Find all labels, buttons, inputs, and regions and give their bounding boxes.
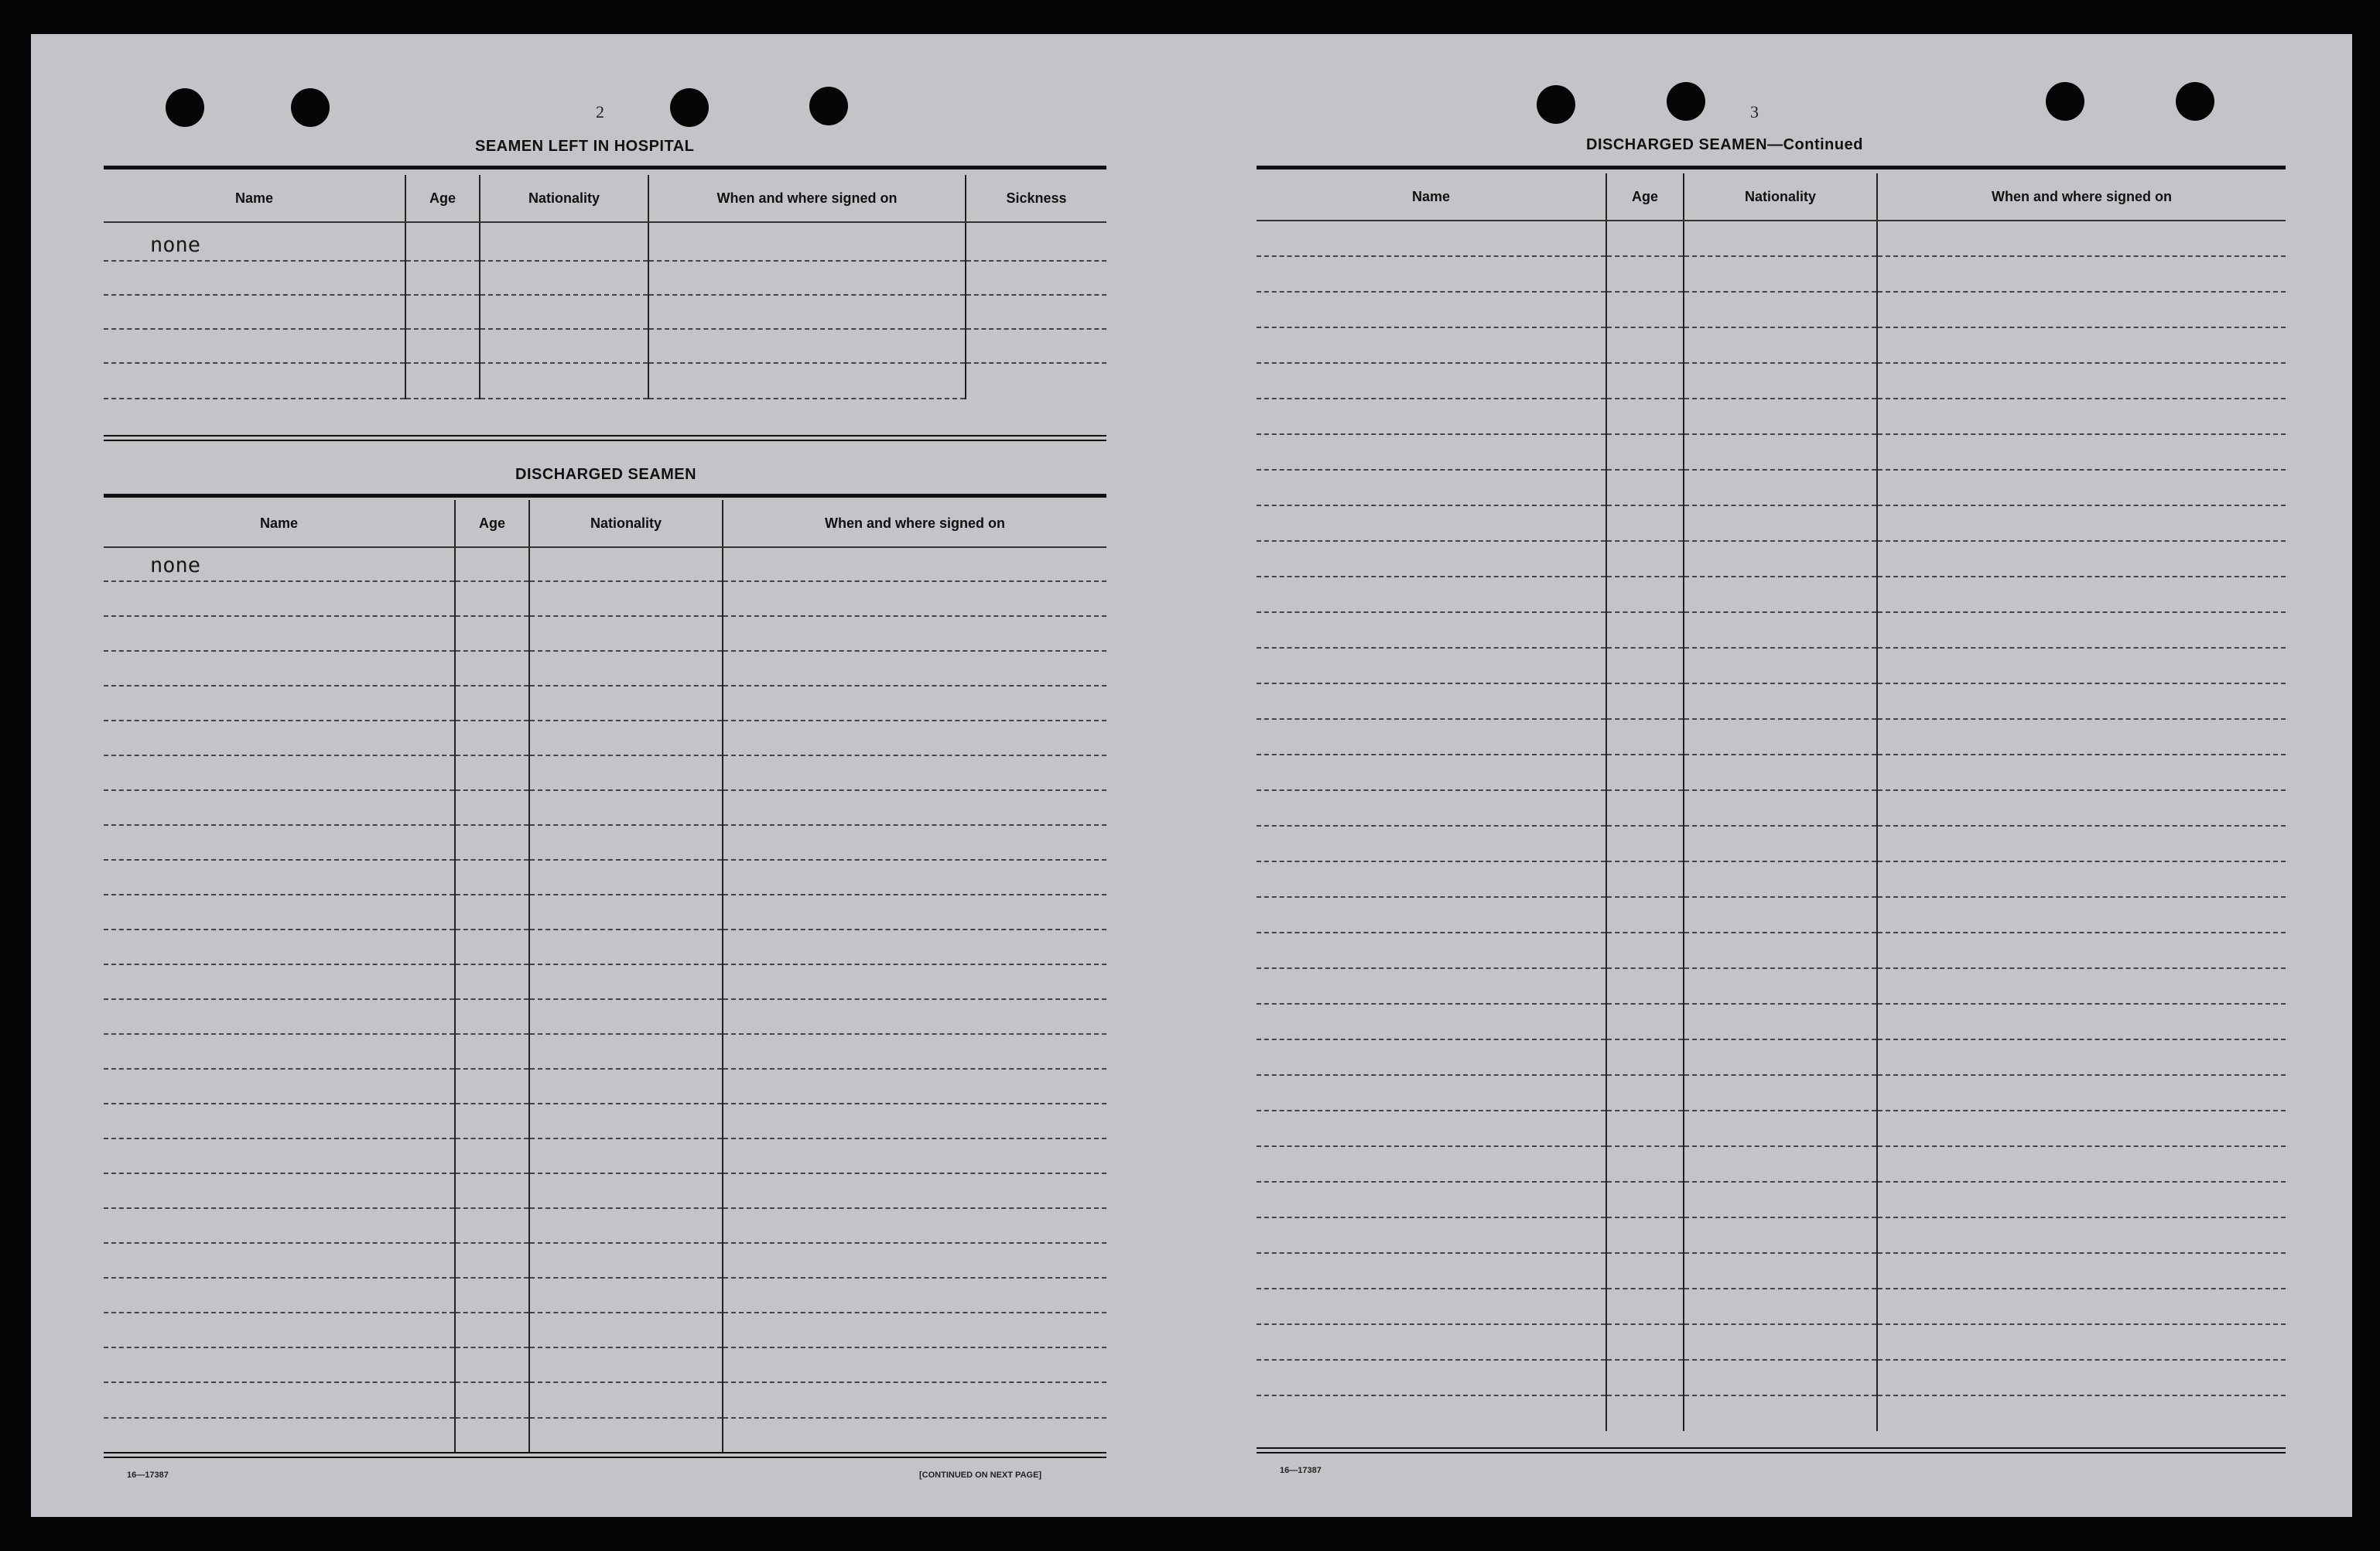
table-row — [104, 721, 1106, 755]
col-nationality-header: Nationality — [529, 500, 723, 547]
table-row — [104, 860, 1106, 895]
discharged-top-rule — [104, 494, 1106, 498]
table-row — [104, 825, 1106, 860]
col-signed-on-header: When and where signed on — [648, 175, 966, 222]
table-row — [1257, 577, 2286, 612]
table-row — [1257, 221, 2286, 256]
table-row — [1257, 256, 2286, 292]
table-row — [1257, 1360, 2286, 1395]
discharged-table — [104, 500, 1106, 1453]
discharged-bottom-rule — [104, 1457, 1106, 1458]
col-age-header: Age — [405, 175, 480, 222]
col-nationality-header: Nationality — [1684, 173, 1877, 221]
table-row — [1257, 1039, 2286, 1075]
hospital-header-row — [104, 175, 1106, 222]
punch-hole — [1667, 82, 1705, 121]
table-row — [104, 581, 1106, 616]
table-row — [1257, 719, 2286, 755]
discharged-continued-top-rule — [1257, 166, 2286, 169]
table-row — [1257, 1146, 2286, 1182]
continued-note: [CONTINUED ON NEXT PAGE] — [919, 1471, 1042, 1480]
table-row — [1257, 327, 2286, 363]
table-row — [104, 1278, 1106, 1313]
discharged-continued-bottom-rule — [1257, 1447, 2286, 1449]
table-row — [104, 1034, 1106, 1069]
hospital-rows — [104, 222, 1106, 399]
table-row — [1257, 755, 2286, 790]
col-name-header: Name — [1257, 173, 1606, 221]
table-row — [1257, 1004, 2286, 1039]
hospital-bottom-rule — [104, 435, 1106, 437]
table-row — [104, 222, 1106, 261]
table-row — [104, 930, 1106, 964]
table-row — [104, 1313, 1106, 1347]
discharged-continued-title-main: DISCHARGED SEAMEN — [1586, 136, 1768, 153]
table-row — [1257, 1395, 2286, 1431]
table-row — [1257, 505, 2286, 541]
page-number-left: 2 — [596, 102, 604, 122]
col-nationality-header: Nationality — [480, 175, 648, 222]
table-row — [1257, 292, 2286, 327]
punch-hole — [166, 88, 204, 127]
typed-entry: none — [150, 553, 201, 577]
table-row — [1257, 1111, 2286, 1146]
table-row — [104, 1382, 1106, 1418]
discharged-rows — [104, 547, 1106, 1453]
table-row — [104, 1208, 1106, 1243]
table-row — [104, 1104, 1106, 1138]
discharged-continued-table — [1257, 173, 2286, 1431]
discharged-bottom-rule — [104, 1452, 1106, 1453]
table-row — [1257, 399, 2286, 434]
table-row — [1257, 648, 2286, 683]
table-row — [1257, 861, 2286, 897]
table-row — [1257, 933, 2286, 968]
table-row — [1257, 1182, 2286, 1217]
table-row — [1257, 1289, 2286, 1324]
table-row — [1257, 826, 2286, 861]
hospital-section-title: SEAMEN LEFT IN HOSPITAL — [475, 138, 695, 155]
discharged-continued-header-row — [1257, 173, 2286, 221]
discharged-header-row — [104, 500, 1106, 547]
table-row — [104, 964, 1106, 999]
form-number-left: 16—17387 — [127, 1471, 169, 1480]
table-row — [104, 363, 1106, 399]
discharged-section-title: DISCHARGED SEAMEN — [515, 466, 697, 483]
punch-hole — [809, 87, 848, 125]
table-row — [1257, 470, 2286, 505]
table-row — [104, 1069, 1106, 1104]
page-number-right: 3 — [1750, 102, 1759, 122]
hospital-table — [104, 175, 1106, 399]
hospital-top-rule — [104, 166, 1106, 169]
manifest-sheet — [31, 34, 2352, 1517]
table-row — [104, 329, 1106, 363]
col-age-header: Age — [455, 500, 529, 547]
typed-entry: none — [150, 233, 201, 257]
table-row — [1257, 683, 2286, 719]
table-row — [104, 261, 1106, 295]
table-row — [1257, 968, 2286, 1004]
col-name-header: Name — [104, 500, 455, 547]
table-row — [104, 755, 1106, 790]
discharged-continued-bottom-rule — [1257, 1452, 2286, 1453]
table-row — [104, 1243, 1106, 1278]
table-row — [104, 1418, 1106, 1453]
discharged-continued-rows — [1257, 221, 2286, 1431]
table-row — [1257, 897, 2286, 933]
form-number-right: 16—17387 — [1280, 1466, 1322, 1475]
col-signed-on-header: When and where signed on — [1877, 173, 2286, 221]
table-row — [1257, 1217, 2286, 1253]
punch-hole — [291, 88, 330, 127]
table-row — [1257, 1253, 2286, 1289]
punch-hole — [2176, 82, 2214, 121]
table-row — [1257, 541, 2286, 577]
table-row — [104, 1347, 1106, 1382]
table-row — [1257, 1075, 2286, 1111]
punch-hole — [2046, 82, 2084, 121]
table-row — [104, 895, 1106, 930]
hospital-bottom-rule — [104, 440, 1106, 441]
table-row — [1257, 612, 2286, 648]
table-row — [104, 547, 1106, 581]
table-row — [104, 295, 1106, 329]
table-row — [1257, 1324, 2286, 1360]
col-name-header: Name — [104, 175, 405, 222]
table-row — [104, 999, 1106, 1034]
table-row — [1257, 363, 2286, 399]
table-row — [104, 1138, 1106, 1173]
table-row — [1257, 434, 2286, 470]
punch-hole — [1537, 85, 1575, 124]
table-row — [1257, 790, 2286, 826]
table-row — [104, 616, 1106, 651]
punch-hole — [670, 88, 709, 127]
table-row — [104, 1173, 1106, 1208]
discharged-continued-suffix: —Continued — [1767, 136, 1863, 153]
col-sickness-header: Sickness — [966, 175, 1106, 222]
table-row — [104, 790, 1106, 825]
col-age-header: Age — [1606, 173, 1684, 221]
col-signed-on-header: When and where signed on — [723, 500, 1106, 547]
discharged-continued-title — [1586, 136, 1863, 154]
table-row — [104, 686, 1106, 721]
table-row — [104, 651, 1106, 686]
